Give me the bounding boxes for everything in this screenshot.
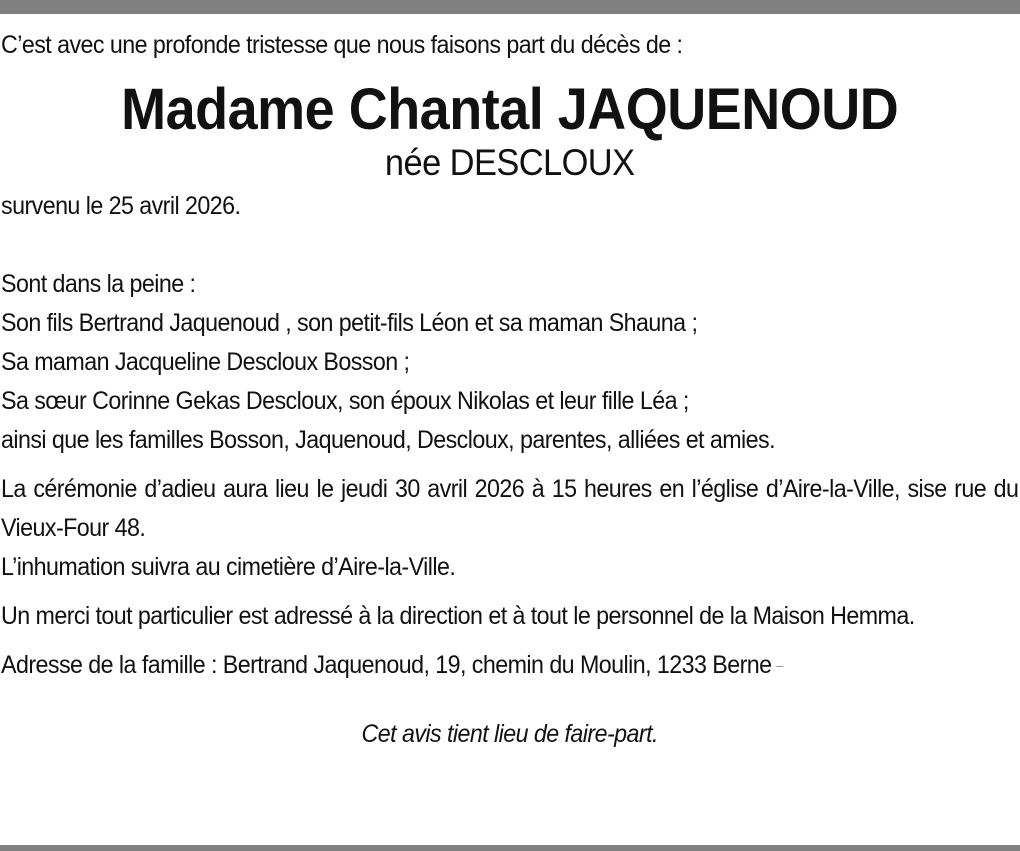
maiden-name: née DESCLOUX bbox=[384, 142, 635, 183]
deceased-name: Madame Chantal JAQUENOUD bbox=[121, 77, 899, 142]
family-address: Adresse de la famille : Bertrand Jaquenoud, 19, chemin du Moulin, 1233 Berne bbox=[1, 651, 772, 679]
mourners-heading: Sont dans la peine : bbox=[1, 270, 196, 298]
ceremony-text: La cérémonie d’adieu aura lieu le jeudi 30 avril 2026 à 15 heures en l’église d’Aire-la-Ville, sise rue du Vieux-Four 48. bbox=[1, 475, 1019, 542]
intro-text: C’est avec une profonde tristesse que nous faisons part du décès de : bbox=[1, 31, 683, 59]
mourner-line: Son fils Bertrand Jaquenoud , son petit-fils Léon et sa maman Shauna ; bbox=[1, 309, 698, 337]
ceremony-block bbox=[1, 470, 1018, 587]
death-notice bbox=[1, 26, 1018, 754]
closing-note: Cet avis tient lieu de faire-part. bbox=[361, 720, 658, 748]
trailing-dash bbox=[775, 666, 782, 667]
mourner-line: Sa sœur Corinne Gekas Descloux, son époux Nikolas et leur fille Léa ; bbox=[1, 387, 689, 415]
bottom-border bbox=[0, 845, 1020, 851]
thanks-block bbox=[1, 597, 1018, 636]
spacer bbox=[1, 226, 1018, 265]
top-border bbox=[0, 0, 1020, 14]
burial-text: L’inhumation suivra au cimetière d’Aire-la-Ville. bbox=[1, 553, 456, 581]
date-of-death: survenu le 25 avril 2026. bbox=[1, 192, 241, 220]
family-address-line bbox=[1, 646, 1018, 685]
mourner-line: Sa maman Jacqueline Descloux Bosson ; bbox=[1, 348, 410, 376]
mourner-line: ainsi que les familles Bosson, Jaquenoud, Descloux, parentes, alliées et amies. bbox=[1, 426, 776, 454]
thanks-text: Un merci tout particulier est adressé à la direction et à tout le personnel de la Maison Hemma. bbox=[1, 602, 915, 630]
address-block bbox=[1, 646, 1018, 685]
